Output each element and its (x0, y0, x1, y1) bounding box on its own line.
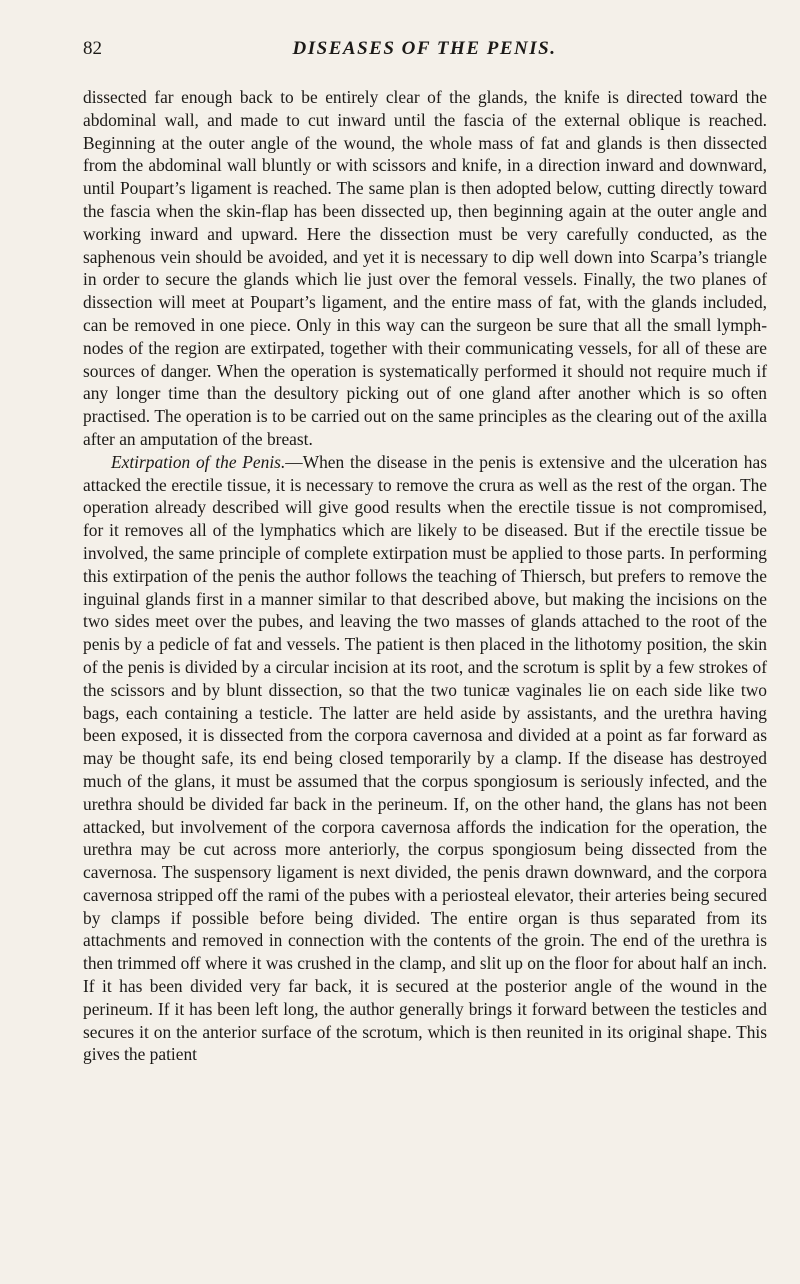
body-text (83, 86, 767, 1066)
running-title: DISEASES OF THE PENIS. (292, 38, 557, 59)
running-head (83, 38, 766, 64)
paragraph-extirpation-text: —When the disease in the penis is extensive and the ulceration has attacked the erectile tissue, it is necessary to remove the crura as well as the rest of the organ. The operation already described will give good results when the erectile tissue is not compromised, for it removes all of the lymphatics which are likely to be diseased. But if the erectile tissue be involved, the same principle of complete extirpation must be applied to those parts. In performing this extirpation of the penis the author follows the teaching of Thiersch, but prefers to remove the inguinal glands first in a manner similar to that described above, but making the incisions on the two sides meet over the pubes, and leaving the two masses of glands attached to the root of the penis by a pedicle of fat and vessels. The patient is then placed in the lithotomy position, the skin of the penis is divided by a circular incision at its root, and the scrotum is split by a few strokes of the scissors and by blunt dissection, so that the two tunicæ vaginales lie on each side like two bags, each containing a testicle. The latter are held aside by assistants, and the urethra having been exposed, it is dissected from the corpora cavernosa and divided at a point as far forward as may be thought safe, its end being closed temporarily by a clamp. If the disease has destroyed much of the glans, it must be assumed that the corpus spongiosum is seriously infected, and the urethra should be divided far back in the perineum. If, on the other hand, the glans has not been attacked, but involvement of the corpora cavernosa affords the indication for the operation, the urethra may be cut across more anteriorly, the corpus spongiosum being dissected from the cavernosa. The suspensory ligament is next divided, the penis drawn downward, and the corpora cavernosa stripped off the rami of the pubes with a periosteal elevator, their arteries being secured by clamps if possible before being divided. The entire organ is thus separated from its attachments and removed in connection with the contents of the groin. The end of the urethra is then trimmed off where it was crushed in the clamp, and slit up on the floor for about half an inch. If it has been divided very far back, it is secured at the posterior angle of the wound in the perineum. If it has been left long, the author generally brings it forward between the testicles and secures it on the anterior surface of the scrotum, which is then reunited in its original shape. This gives the patient (83, 451, 767, 1065)
page-number: 82 (83, 38, 102, 59)
section-heading: Extirpation of the Penis. (111, 451, 286, 472)
paragraph-continuation: dissected far enough back to be entirely clear of the glands, the knife is directed toward the abdominal wall, and made to cut inward until the fascia of the external oblique is reached. Beginning at the outer angle of the wound, the whole mass of fat and glands is then dissected from the abdominal wall bluntly or with scissors and knife, in a direction inward and downward, until Poupart’s ligament is reached. The same plan is then adopted below, cutting directly toward the fascia when the skin-flap has been dissected up, then beginning again at the outer angle and working inward and upward. Here the dissection must be very carefully conducted, as the saphenous vein should be avoided, and yet it is necessary to dip well down into Scarpa’s triangle in order to secure the glands which lie just over the femoral vessels. Finally, the two planes of dissection will meet at Poupart’s ligament, and the entire mass of fat, with the glands included, can be removed in one piece. Only in this way can the surgeon be sure that all the small lymph-nodes of the region are extirpated, together with their communicating vessels, for all of these are sources of danger. When the operation is systematically performed it should not require much if any longer time than the desultory picking out of one gland after another which is so often practised. The operation is to be carried out on the same principles as the clearing out of the axilla after an amputation of the breast. (83, 87, 767, 449)
paragraph-extirpation (83, 451, 767, 1067)
